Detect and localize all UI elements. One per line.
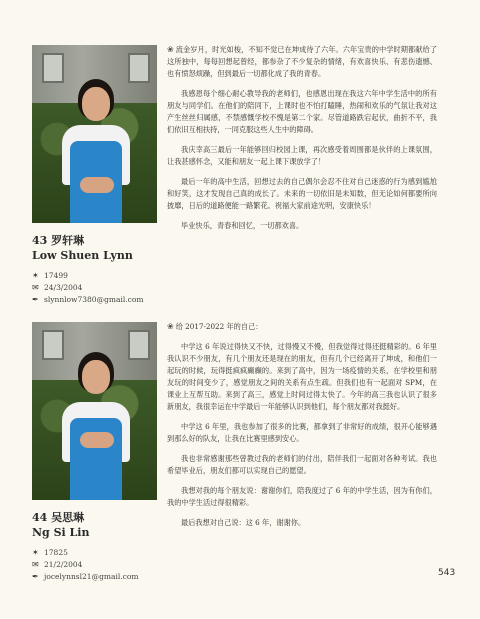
student-name-chinese: 43 罗轩琳 xyxy=(32,234,85,247)
message-paragraph: ❀ 流金岁月，时光如梭，不知不觉已在坤成待了六年。六年宝贵的中学时期都献给了这所独中，每每回想起曾经，都参杂了不少复杂的情绪，有欢喜快乐、有悲伤遗憾、也有愤怒烦躁，但到最后一切都化成了我的青春。 xyxy=(167,45,437,78)
student-birthdate: 24/3/2004 xyxy=(44,283,83,292)
student-message-1 xyxy=(167,44,437,240)
student-message-2 xyxy=(167,321,437,537)
student-birth-row xyxy=(32,559,157,571)
pen-icon: ✒ xyxy=(32,572,39,581)
message-paragraph: 毕业快乐，青春和回忆，一切都欢喜。 xyxy=(181,221,304,230)
envelope-icon: ✉ xyxy=(32,560,39,569)
message-paragraph: 我也非常感谢那些曾教过我的老师们的付出，陪伴我们一起面对各种考试。我也希望毕业后，朋友们都可以实现自己的愿望。 xyxy=(167,454,437,475)
message-paragraph: 我想对我的每个朋友说：谢谢你们，陪我度过了 6 年的中学生活，因为有你们，我的中学生活过得很精彩。 xyxy=(167,486,437,507)
star-icon: ✶ xyxy=(32,271,39,280)
pen-icon: ✒ xyxy=(32,295,39,304)
student-profile-2 xyxy=(32,322,157,583)
student-email: slynnlow7380@gmail.com xyxy=(44,295,144,304)
page-number: 543 xyxy=(438,568,456,578)
message-paragraph: 中学这 6 年里，我也参加了很多的比赛，都拿到了非常好的成绩，很开心能够遇到那么好的队友，让我在比赛里感到安心。 xyxy=(167,422,437,443)
student-photo xyxy=(32,45,157,223)
student-email: jocelynnsl21@gmail.com xyxy=(44,572,139,581)
student-name-chinese: 44 吴思琳 xyxy=(32,511,85,524)
student-email-row xyxy=(32,571,157,583)
student-photo xyxy=(32,322,157,500)
student-id: 17825 xyxy=(44,548,68,557)
envelope-icon: ✉ xyxy=(32,283,39,292)
message-paragraph: 我庆幸高三最后一年能够回归校园上课，再次感受着周围都是伙伴的上课氛围，让我甚感怀念，又能和朋友一起上课下课放学了！ xyxy=(167,145,437,166)
flower-icon: ❀ xyxy=(167,45,174,54)
student-birthdate: 21/2/2004 xyxy=(44,560,83,569)
student-birth-row xyxy=(32,282,157,294)
student-name-english: Low Shuen Lynn xyxy=(32,249,133,262)
student-email-row xyxy=(32,294,157,306)
student-name-english: Ng Si Lin xyxy=(32,526,90,539)
flower-icon: ❀ xyxy=(167,322,174,331)
student-id-row xyxy=(32,270,157,282)
star-icon: ✶ xyxy=(32,548,39,557)
message-paragraph: 我感恩每个细心耐心教导我的老师们，也感恩出现在我这六年中学生活中的所有朋友与同学们。在他们的陪同下，上课时也不怕打瞌睡，热闹和欢乐的气氛让我对这产生丝丝归属感，不禁感慨学校不愧是第二个家。尽管道路跌宕起伏，曲折不平，我们依旧互相扶持，一同克服这些人生中的障碍。 xyxy=(167,89,437,134)
message-paragraph: ❀ 给 2017-2022 年的自己： xyxy=(167,322,263,331)
student-profile-1 xyxy=(32,45,157,306)
message-paragraph: 中学这 6 年说过得快又不快，过得慢又不慢，但我觉得过得还挺精彩的。6 年里我认识不少朋友，有几个朋友还是现在的朋友，但有几个已经离开了坤成，和他们一起玩的时候，玩得挺疯疯癫癫的。来到了高中，因为一场疫情的关系，在学校里和朋友玩的时间变少了，感觉朋友之间的关系有点生疏。但我们也有一起面对 SPM，在课业上互帮互助。来到了高三，感觉上时间过得太快了。今年的高三我也认识了很多新朋友，我很幸运在中学最后一年能够认识到他们，每个朋友都对我挺好。 xyxy=(167,342,437,411)
message-paragraph: 最后我想对自己说：这 6 年，谢谢你。 xyxy=(181,518,306,527)
student-id-row xyxy=(32,547,157,559)
student-id: 17499 xyxy=(44,271,68,280)
message-paragraph: 最后一年的高中生活，回想过去的自己偶尔会忍不住对自己迷惑的行为感到尴尬和好笑，这才发现自己真的成长了。未来的一切依旧是未知数，但无论如何都要所向披靡，日后的道路便能一路繁花。祝福大家前途光明，安康快乐！ xyxy=(167,177,437,210)
